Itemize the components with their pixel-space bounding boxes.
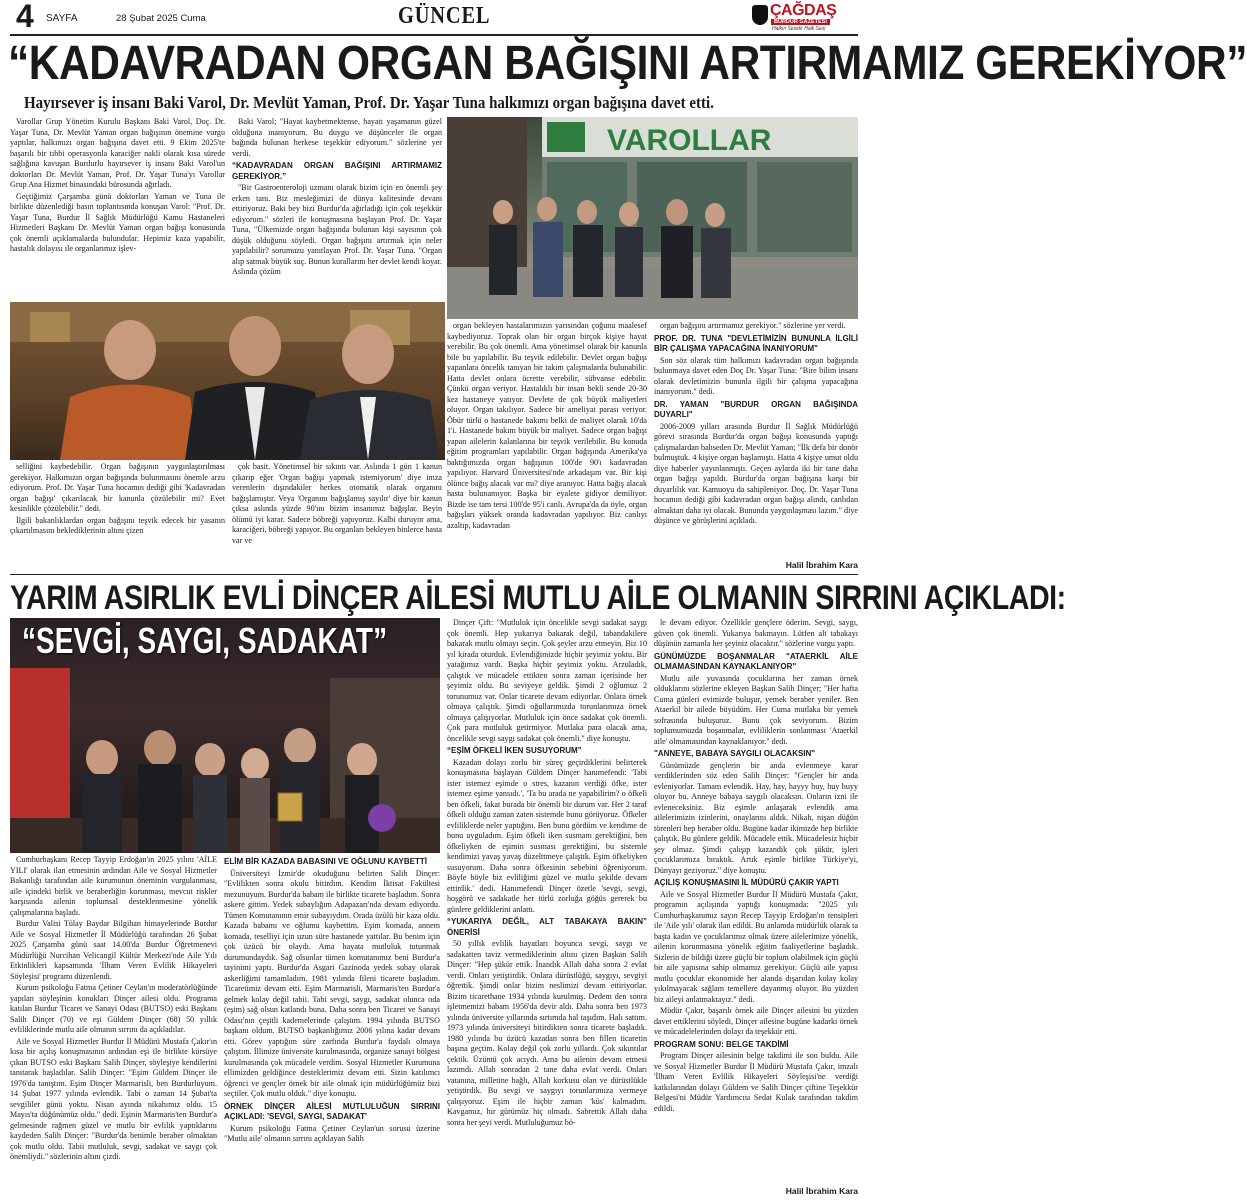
subheading: “KADAVRADAN ORGAN BAĞIŞINI ARTIRMAMIZ GEREKİYOR.”	[232, 161, 442, 181]
article-divider	[10, 574, 858, 575]
section-label: SAYFA	[46, 13, 78, 24]
paragraph: organ bekleyen hastalarımızın yarısından çoğunu maalesef kaybediyoruz. Toprak olan bir organ birçok kişiye hayat verebilir. Bu çok önemli. Ama yönetimsel olarak bir kanunla bile bu yapılabilir. Bu teşvik edilebilir. Devlet organ bağışı yapanlara öncelik tanıyan bir takım çalışmalarda bulunabilir. Hatta devlet onlara ücrette verebilir, sübvanse edebilir. Çünkü organ veriyor. Hastalıklı bir insan bekli sende 20-30 kez hastaneye yatıyor. Devlete de çok büyük maliyetleri oluyor. Organ takılıyor. Sadece bir ameliyat parası veriyor. Öbür türlü o hastanede bakımı belki de maliyet olarak 10'da 1'i. Hastanede bakım büyük bir maliyet. Sadece organ bağışı yapan ailelerin kalanlarına bir teşvik verilebilir. Bu konuda eğitim programları yapılabilir. Organ bağışında Amerika'ya baktığımızda organ bağışının 100'de 90'ı kadavradan yapılıyor. Harvard Üniversitesi'nde arkadaşım var. Bir kişi ölünce bağış alacak var mı? diye aranıyor. Hatta bağış alacak hasta bulunamıyor. Başka bir eyalete gidiyor demiliyor. Bizde ise tam tersi 100'de 95'i canlı. Avrupa'da da öyle, organ bağışları yüksek oranda kadavradan yapılıyor. Biz canlıyı azaltıp, kadavradan	[447, 321, 647, 530]
logo-emblem-icon	[752, 5, 768, 25]
paragraph: İlgili bakanlıklardan organ bağışını teşvik edecek bir yasanın çıkartılmasını beklediklerinin altını çizen	[10, 515, 225, 535]
photo-headline-overlay: “SEVGİ, SAYGI, SADAKAT”	[22, 620, 388, 661]
paragraph: Aile ve Sosyal Hizmetler Burdur İl Müdürü Mustafa Çakır, programın açılışında yaptığı konuşmada: "2025 yılı Cumhurbaşkanımız sayın Recep Tayyip Erdoğan'ın tensipleri ile 'Aile yılı' olarak ilan edildi. Bu anlamda müdürlük olarak ta başta kadın ve çocuklarımız olmak üzere ailelerimize yönelik, ailenin korunmasına yönelik eğitim faaliyetlerine başladık. Sizlerin de bildiği üzere güçlü bir toplum olabilmek için güçlü bir aile yapısına sahip olmamız gerekiyor. Güçlü aile yapısı mutlu çocuklar ekonomide her alanda dışarıdan kolay kolay yıkılmayacak sağlam temellere dayanmış oluyor. Bu yüzden biz aileyi anlatmaktayız." dedi.	[654, 889, 858, 1004]
article1-column-3	[447, 321, 647, 573]
paragraph: le devam ediyor. Özellikle gençlere öderim. Sevgi, saygı, güven çok önemli. Yukarıya bakmayın. Lütfen alt tabakayı düşünün zamanla her şeyiniz olacaktır." sözlerine vurgu yaptı.	[654, 618, 858, 648]
subheading: PROGRAM SONU: BELGE TAKDİMİ	[654, 1039, 789, 1049]
subheading: “EŞİM ÖFKELİ İKEN SUSUYORUM”	[447, 746, 582, 755]
newspaper-logo[interactable]	[752, 3, 858, 33]
paragraph: Geçtiğimiz Çarşamba günü doktorları Yaman ve Tuna ile birlikte düzenlediği basın toplantısında konuşan Varol: "Prof. Dr. Yaşar Tuna, Burdur İl Sağlık Müdürlüğü Kamu Hastaneleri Hizmetleri Başkanı Dr. Mevlüt Yaman organ bağışı konusunda çok önemli açıklamalarda bulundular. Hepimiz kaza yapabilir, hastalık dolayısı ile organlarımız işlev-	[10, 191, 225, 253]
storefront-illustration	[447, 117, 858, 319]
subheading: PROF. DR. TUNA "DEVLETİMİZİN BUNUNLA İLGİLİ BİR ÇALIŞMA YAPACAĞINA İNANIYORUM"	[654, 333, 858, 353]
header-rule	[10, 34, 858, 36]
paragraph: "Bir Gastroenteroloji uzmanı olarak bizim için en önemli şey erken tanı. Biz mesleğimizi de dünya kalitesinde devam ettiriyoruz. Baki bey bizi Burdur'da ağırladığı için çok teşekkür ediyorum." sözleri ile konuşmasına başlayan Prof. Dr. Yaşar Tuna, "Ülkemizde organ bağışında bulunan kişi sayısının çok düşük olduğunu söyledi. Organ bağışını artırmak için neler yapılabilir? sorumuzu yanıtlayan Prof. Dr. Yaşar Tuna. "Organ alıp satmak büyük suç. Bunun kurallarını her devlet kendi koyar. Aslında çözüm	[232, 183, 442, 276]
three-men-illustration	[10, 302, 445, 460]
paragraph: Dinçer Çift: "Mutluluk için öncelikle sevgi sadakat saygı çok önemli. Hep yukarıya bakarak değil, tabandakilere bakarak mutlu olmayı seçin. Çok şeyler arzu etmeyin. Biz 10 yıl kirada oturduk. Evlendiğimizde hiçbir şeyimiz yoktu. Bir yatağımız vardı. Başka hiçbir şeyimiz yoktu. Arzuladık, çalıştık ve mücadele ettikten sonra zaman içerisinde her şeyimiz oldu. Bu seviyeye geldik. Şimdi 2 oğlumuz 2 torunumuz var. Onlar ticarete devam ediyorlar. Onlara örnek olmaya çalıştık. Şimdi oğullarımızda torunlarımıza örnek olmaya çalışıyorlar. Mutluluk için önce sadakat çok önemli. Çok para mutluluk getirmiyor. Mutlaka para olacak ama, öncelikle sevgi saygı sadakat çok önemli." diye konuştu.	[447, 618, 647, 743]
paragraph: Müdür Çakır, başarılı örnek aile Dinçer ailesini bu yüzden davet ettiklerini söyledi, Dinçer ailesine bugüne kadarki örnek ve mücadelelerinden dolayı da teşekkür etti.	[654, 1006, 858, 1036]
article1-subheadline: Hayırsever iş insanı Baki Varol, Dr. Mevlüt Yaman, Prof. Dr. Yaşar Tuna halkımızı organ bağışına davet etti.	[24, 93, 714, 112]
subheading: ÖRNEK DİNÇER AİLESİ MUTLULUĞUN SIRRINI AÇIKLADI: 'SEVGİ, SAYGI, SADAKAT'	[224, 1101, 440, 1121]
logo-subtitle: BURDUR GAZETESİ	[771, 19, 830, 25]
paragraph: 50 yıllık evlilik hayatları boyunca sevgi, saygı ve sadakatten taviz vermediklerinin altını çizen Başkan Salih Dinçer: "Hep şükür ettik. İnandık Allah daha sonra 2 evlat verdi. Onları yetiştirdik. Onlara dürüstlüğü, saygıyı, sevgiyi öğrettik. Şimdi onlar bizim neslimizi devam ettiriyorlar. Bizim ticarethane 1934 yılında kurulmuş. Dedem den sonra işletmemizi babam 1956'da devir aldı. Daha sonra ben 1973 yılında üniversite yıllarında sırtımda hal taşıdım. Halı sattım. 1973 yılında üniversiteyi bitirdikten sonra ticarete başladık. 1980 yılında bu üzücü kazadan sonra ben fillen ticaretin başına geçtim. Kolay değil çok zorlu yıllardı. Çok sıkıntılar çektik. Üzüntü çok acıydı. Ama bu ailenin devam etmesi lazımdı. Allah sonradan 2 tane daha evlat verdi. Onları vatanına, milletine bağlı, Allah korkusu olan ve dürüstlükle yetiştirdik. Bu sevgi ve saygıyı torunlarımıza vermeye çalışıyoruz. Eşim ile hiçbir zaman 'küs' kalmadım. Kavgamız, hır gürümüz hiç olmadı. Sabrettik Allah daha sonra her şeyi verdi. Mutluluğumuz bö-	[447, 939, 647, 1127]
paragraph: Aile ve Sosyal Hizmetler Burdur İl Müdürü Mustafa Çakır'ın kısa bir açılış konuşmasının ardından eşi ile birlikte kürsüye çıkan BUTSO eski Başkanı Salih Dinçer, söyleşiye kendilerini tanıtarak başladılar. Salih Dinçer: "Eşim Güldem Dinçer ile 1976'da tanıştım. Eşim Dinçer Marmarisli, ben Burdurluyum. 14 Şubat 1977 yılında evlendik. Tabi o zaman 14 Şubat'ta sevgililer günü yoktu. Nisan ayında nikahımız oldu. 15 Mayıs'ta düğünümüz oldu." dedi. Eşinin Marmaris'ten Burdur'a gelmesinde rağmen güzel ve mutlu bir evlilik yaptıklarını kaydeden Salih Dinçer: "Burdur'da benimle beraber olmaktan çok mutlu oldu. Tabii mutluluk, sevgi, sadakat ve saygı çok önemliydi." sözlerinin altını çizdi.	[10, 1036, 217, 1161]
subheading: ELİM BİR KAZADA BABASINI VE OĞLUNU KAYBETTİ	[224, 857, 427, 866]
paragraph: Kurum psikoloğu Fatma Çetiner Ceylan'un sorusu üzerine "Mutlu aile' olmanın sırrını açıklayan Salih	[224, 1123, 440, 1143]
article1-column-2b	[232, 462, 442, 572]
paragraph: Varollar Grup Yönetim Kurulu Başkanı Baki Varol, Doç. Dr. Yaşar Tuna, Dr. Mevlüt Yaman organ bağışının önemine vurgu yaptılar, halkımızı organ bağışına davet etti. 9 Ekim 2025'te başarılı bir tıbbi operasyonla karaciğer nakli olarak kısa sürede sağlığına kavuşan Burdurlu hayırsever iş insanı Baki Varol'un doktorları Dr. Mevlüt Yaman, Prof. Dr. Yaşar Tuna'yı Varollar Grup Ana Hizmet binasındaki bürosunda ağırladı.	[10, 117, 225, 189]
article1-signature: Halil İbrahim Kara	[785, 560, 858, 570]
article1-photo-group-outdoor	[447, 117, 858, 319]
paragraph: Son söz olarak tüm halkımızı kadavradan organ bağışında bulunmaya davet eden Doç Dr. Yaşar Tuna: "Bire bilim insanı olarak devletimizin bununla ilgili bir çalışma yapacağına inanıyorum." dedi.	[654, 355, 858, 396]
paragraph: Kazadan dolayı zorlu bir süreç geçirdiklerini belirterek konuşmasına başlayan Güldem Dinçer hanımefendi: 'Tabi ister istemez eşimde o stres, kazanın verdiği öfke, ister istemez eşime yansıdı.', 'Ta bu arada ne yapabilirim? o öfkeli ben öfkeli, fakat burada bir önemli bir durum var. Her 2 taraf öfkeli olduğu zaman zaten sistemde bunu görüyoruz. Öfkeler evliliklerde neler yaptığını. Ben bunu gördüm ve kendime de bunu uyguladım. Eşim öfkeli iken susmam gerektiğini, ben öfkeliyken de eşimin susması gerektiğini, bu sistemle kendimizi yavaş yavaş düzelttmeye çalıştık. Eşim öfkeliyken susuyorum. Daha sonra öfkesinin sebebini öğreniyorum. Böyle böyle biz evliliğimi güzel ve mutlu şekilde devam ettirdik.' dedi. Hanımefendi Dinçer özetle 'sevgi, sevgi, hoşgörü ve sadakatle her türlü zorluğa göğüs gererek bu günlere geldiklerini anlattı.	[447, 757, 647, 914]
paragraph: Üniversiteyi İzmir'de okuduğunu belirten Salih Dinçer: "Evlilikten sonra okulu bitirdim. Kendim İktisat Fakültesi mezunuyum. Burdur'da babam ile birlikte ticarete başladım. Sonra askere gittim. Yedek subaylığım Adapazarı'nda devam ediyordu. Tümen Komutanının emir subayıydım. Orada üzülü bir kaza oldu. Kazada babamı ve oğlumu kaybettim. Eşim komada, annem komada, teselliyi için uzun süre hastanede yattılar. Bu benim için çok üzücü bir olaydı. Ama hayata mutluluk tutunmak durumundaydık. Sağ olsunlar tümen komutanımız beni Burdur'a tayinimi yaptı. Burdur'da Asgari Gazinoda yedek subay olarak askerliğimi tamamladım. 1981 yılında fileni ticarete başladım. Ticaretimiz devam etti. Eşim Marmarisli, Marmaris'ten Burdur'a gelmek kolay değil tabii. Tabi sevgi, saygı, sadakat olunca oda (eşim) sağ olsun katlandı buna. Daha sonra ben Ticaret ve Sanayi Odası'nın çeşitli kademelerinde çalıştım. 1994 yılında BUTSO başkanı oldum. BUTSO başkanlığımız 2006 yılına kadar devam etti. Görev yaptığım süre zarfında Burdur'a faydalı olmaya çalıştım. İllimize üniversite kurulmasında, organize sanayi bölgesi kurulmasında çok mücadele verdim. Sosyal Hizmetler Kurumuna ellimizden geldiğince desteklerimiz devam etti. Sizin katılımcı öğrenci ve gençler örnek bir aile olmak için müdürlüğümüz bizi seçtiler. Çok mutlu olduk." diye konuştu.	[224, 868, 440, 1098]
article1-column-4	[654, 321, 858, 559]
article2-column-4	[654, 618, 858, 1185]
paragraph: Burdur Valisi Tülay Baydar Bilgihan himayelerinde Burdur Aile ve Sosyal Hizmetler İl Müdürlüğü tarafından 26 Şubat 2025 Çarşamba günü saat 14.00'da Burdur Öğretmenevi Müdürlüğü Nurcihan Velicangil Kültür Merkezi'nde Aile Yılı Etkinlikleri kapsamında 'İlham Veren Evlilik Hikayeleri Söyleşisi' programı düzenlendi.	[10, 919, 217, 981]
issue-date: 28 Şubat 2025 Cuma	[116, 13, 206, 24]
paragraph: 2006-2009 yılları arasında Burdur İl Sağlık Müdürlüğü görevi sırasında Burdur'da organ bağışı konusunda yaptığı çalışmalardan bahseden Dr. Mevlüt Yaman; "İlk defa bir donör bulmuştuk. 4 kişiye organ başlamıştı. Hatta 4 kişiye umut oldu diye haberler yayınlanmıştı. Geçen aylarda iki bir tane daha organ bağışı yapıldı. Burdur'da organ bağışına karşı bir duyarlılık var. Kamuoyu da sahipleniyor. Doç. Dr. Yaşar Tuna hocamın dediği gibi kadavradan organ bağışı alındı, canlıdan almaktan daha iyi olacak. Bununda yaygınlaşması lazım." diye düşünce ve görüşlerini açıkladı.	[654, 421, 858, 525]
article2-headline: YARIM ASIRLIK EVLİ DİNÇER AİLESİ MUTLU AİLE OLMANIN SIRRINI AÇIKLADI:	[10, 579, 1066, 617]
storefront-sign: VAROLLAR	[607, 124, 772, 157]
article1-column-1b	[10, 462, 225, 572]
subheading: AÇILIŞ KONUŞMASINI İL MÜDÜRÜ ÇAKIR YAPTI	[654, 878, 839, 887]
subheading: DR. YAMAN "BURDUR ORGAN BAĞIŞINDA DUYARLI"	[654, 399, 858, 419]
paragraph: Baki Varol; "Hayat kaybetmektense, hayatı yaşamanın güzel olduğuna inanıyorum. Bu duygu ve düşünceler ile organ bağında bulunan herkese teşekkür ediyorum." sözlerine yer verdi.	[232, 117, 442, 158]
page-number: 4	[16, 0, 34, 34]
logo-tagline: Halkın Sesidir Halk Sesi	[772, 26, 826, 32]
paragraph: Program Dinçer ailesinin belge takdimi ile son buldu. Aile ve Sosyal Hizmetler Burdur İl Müdürü Mustafa Çakır, imzalı 'İlham Veren Evlilik Hikayeleri Söyleşisi'ne verdiği katkılarından dolayı Güldem ve Salih Dinçer çiftine Teşekkür Belgesi'ni Müdür Yardımcısı Sedat Kulak tarafından takdim edildi.	[654, 1051, 858, 1113]
subheading: “YUKARIYA DEĞİL, ALT TABAKAYA BAKIN” ÖNERİSİ	[447, 917, 647, 937]
logo-title: ÇAĞDAŞ	[770, 2, 837, 19]
paragraph: çok basit. Yönetimsel bir sıkıntı var. Aslında 1 gün 1 kanun çıkarıp eğer 'Organ bağışı yapmak istemiyorum' diye imza verenlerin dışındakiler herkes otomatik olarak organını bağışlamıştır. Veya 'Organını bağışlamış sayılır' diye bir kanun çıksa aslında yüzde 90'ını bizim insanımız bağışlar. Beyin ölümü iyi karar. Sadece böbreği yapıyoruz. Kalbi duruyor ama, karaciğeri, böbreği yapıyor. Bu organları bekleyen binlerce hasta var ve	[232, 462, 442, 545]
article2-column-1	[10, 855, 217, 1197]
paragraph: selliğini kaybedebilir. Organ bağışının yaygınlaştırılması gerekiyor. Halkımızın organ bağışında bulunmasını önemle arzu ediyorum. Prof. Dr. Yaşar Tuna hocamın dediği gibi 'Kadavradan organ bağışı' çıkarılacak bir kanunla çözülebilir mi? Evet kesinlikle çözülebilir." dedi.	[10, 462, 225, 513]
paragraph: Mutlu aile yuvasında çocuklarına her zaman örnek olduklarını sözlerine ekleyen Başkan Salih Dinçer; "Her hafta Cuma günleri evimizde buluşur, yemek beraber yeniler. Ben Ataerkil bir ailede büyüdüm. Her Cuma mutlaka bir yemek sofrasında buluşuruz. Bunu çok seviyorum. Bizim toplumumuzda boşanmalar, evliliklerin sonlanması 'Ataerkil aile' olmamasından kaynaklanıyor." dedi.	[654, 673, 858, 746]
subheading: "ANNEYE, BABAYA SAYGILI OLACAKSIN"	[654, 749, 816, 758]
article1-photo-three-men	[10, 302, 445, 460]
article1-column-1	[10, 117, 225, 302]
paragraph: Cumhurbaşkanı Recep Tayyip Erdoğan'ın 2025 yılını 'AİLE YILI' olarak ilan etmesinin ardından Aile ve Sosyal Hizmetler Bakanlığı tarafından aile kurumunun öneminin vurgulanması, aile içindeki birlik ve beraberliğin korunması, mevcut riskler karşısında ailenin toplumsal desteklenmesine yönelik çalışmalarına başladı.	[10, 855, 217, 917]
section-title: GÜNCEL	[398, 3, 491, 29]
article2-column-3	[447, 618, 647, 1198]
article2-column-2	[224, 855, 440, 1197]
article1-headline: “KADAVRADAN ORGAN BAĞIŞINI ARTIRMAMIZ GEREKİYOR”	[8, 37, 1247, 90]
paragraph: organ bağışını artırmamız gerekiyor." sözlerine yer verdi.	[660, 321, 846, 330]
subheading: GÜNÜMÜZDE BOŞANMALAR "ATAERKİL AİLE OLMAMASINDAN KAYNAKLANIYOR"	[654, 651, 858, 671]
paragraph: Kurum psikoloğu Fatma Çetiner Ceylan'ın moderatörlüğünde yapılan söyleşinin konukları Dinçer ailesi oldu. Programa katılan Burdur Ticaret ve Sanayi Odası (BUTSO) eski Başkanı Salih Dinçer (70) ve eşi Güldem Dinçer (68) 50 yıllık evliliklerinde mutlu aile olmanın sırrını da açıkladılar.	[10, 983, 217, 1034]
article1-column-2	[232, 117, 442, 302]
paragraph: Günümüzde gençlerin bir anda evlenmeye karar verdiklerinden söz eden Salih Dinçer: "Gençler bir anda evleniyorlar. Tamam evlendik. Hay, hay, hayyy huy, huy huyy oluyor bu. Anneye babaya saygılı olacaksın. Onların izni ile evleneceksiniz. Biz eşimle anlaşarak evlendik ama ailelerimizin izinlerini, onaylarını aldık. Nikah, nişan düğün törenleri hep beraber oldu. Bugüne kadar ikimizde hep birlikte çalıştık. Bu günlere geldik. Mücadele ettik. Mücadelesiz hiçbir şey olmaz. Şimdi çalışıp kazandık çok şükür, işleri çocuklarımıza bıraktık. Artık eşimle birlikte Türkiye'yi, Dünyayı geziyoruz." diye konuştu.	[654, 760, 858, 875]
article2-photo-event	[10, 618, 440, 853]
article2-signature: Halil İbrahim Kara	[785, 1186, 858, 1196]
